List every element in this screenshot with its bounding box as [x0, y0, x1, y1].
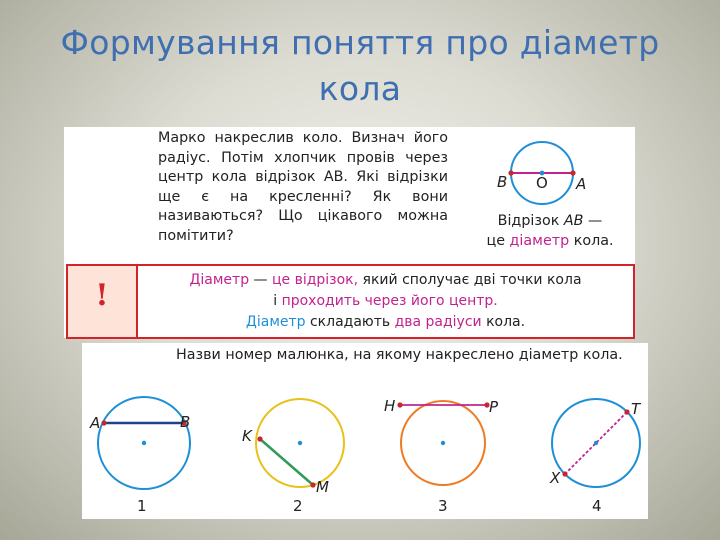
definition-segment: це відрізок, [271, 272, 359, 288]
slide-title-line-2: кола [318, 69, 402, 108]
center-point [594, 441, 598, 445]
definition-rest: який сполучає дві точки кола [358, 272, 582, 288]
label-m: M [316, 478, 329, 496]
figure-number: 4 [592, 497, 602, 515]
definition-two-radii: два радіуси [394, 314, 482, 330]
center-point [298, 441, 302, 445]
caption-term: діаметр [509, 233, 570, 249]
figure-2 [242, 399, 344, 515]
slide-title-line-1: Формування поняття про діаметр [60, 23, 660, 62]
point-t [624, 409, 629, 414]
point-a [570, 170, 575, 175]
figure-4 [549, 399, 642, 515]
definition-box [66, 264, 635, 339]
definition-text [138, 270, 633, 333]
task-text: Назви номер малюнка, на якому накреслено діаметр кола. [176, 347, 623, 363]
point-x [562, 471, 567, 476]
textbook-excerpt-bottom [82, 343, 648, 519]
textbook-excerpt-top [64, 127, 635, 338]
label-h: H [384, 397, 396, 415]
point-b [508, 170, 513, 175]
definition-and: і [273, 293, 282, 309]
label-t: T [631, 400, 641, 418]
exclamation-icon: ! [95, 278, 109, 313]
label-k: K [242, 427, 252, 445]
slide-title [0, 20, 720, 112]
definition-dash: — [249, 272, 272, 288]
label-x: X [550, 469, 561, 487]
definition-mid: складають [305, 314, 395, 330]
point-m [310, 482, 315, 487]
definition-end: кола. [481, 314, 526, 330]
label-b: B [497, 173, 508, 191]
definition-term-2: Діаметр [245, 314, 306, 330]
center-point [441, 441, 445, 445]
point-a [101, 420, 106, 425]
definition-marker [68, 266, 138, 337]
figure-caption [464, 211, 636, 251]
definition-through-center: проходить через його центр. [281, 293, 498, 309]
figure-number: 1 [137, 497, 147, 515]
chord-km [260, 439, 313, 485]
problem-text: Марко накреслив коло. Визнач його радіус. Потім хлопчик провів через центр кола відрізок AB. Які відрізки ще є на кресленні? Як вони називаються? Що цікавого можна помітити? [158, 130, 448, 244]
definition-term: Діаметр [189, 272, 250, 288]
caption-part-1: Відрізок [497, 213, 560, 229]
caption-part-2: це [486, 233, 505, 249]
label-a: A [90, 414, 101, 432]
label-a: A [576, 175, 587, 193]
label-b: B [180, 413, 191, 431]
center-point [142, 441, 146, 445]
point-h [397, 402, 402, 407]
figure-number: 2 [293, 497, 303, 515]
point-k [257, 436, 262, 441]
figure-3 [384, 397, 499, 515]
figures-row [82, 343, 648, 519]
caption-part-3: кола. [573, 233, 614, 249]
label-o: O [536, 174, 548, 192]
caption-dash: — [588, 213, 603, 229]
caption-ab: AB [563, 213, 584, 229]
label-p: P [489, 398, 499, 416]
figure-number: 3 [438, 497, 448, 515]
figure-1 [89, 397, 190, 515]
